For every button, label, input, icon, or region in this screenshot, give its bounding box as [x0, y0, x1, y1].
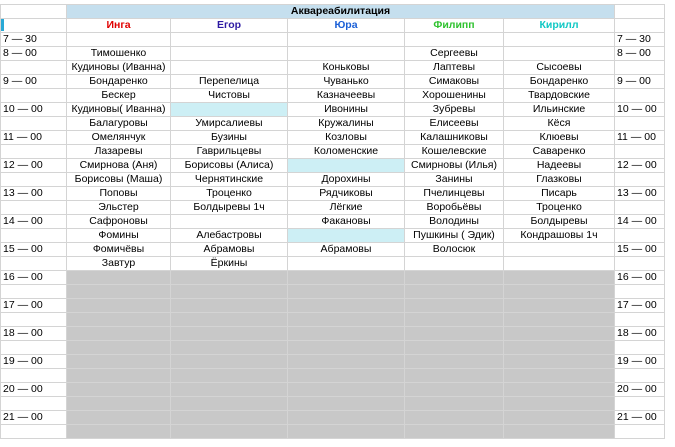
schedule-cell[interactable] [171, 397, 288, 411]
schedule-cell[interactable] [171, 425, 288, 439]
table-row [1, 355, 665, 369]
schedule-cell[interactable]: Писарь [504, 187, 615, 201]
schedule-cell[interactable]: Бузины [171, 131, 288, 145]
time-label-left[interactable]: 20 — 00 [1, 383, 67, 397]
schedule-cell[interactable] [504, 355, 615, 369]
schedule-cell[interactable] [288, 159, 405, 173]
time-cell[interactable] [615, 19, 665, 33]
time-label-right[interactable]: 20 — 00 [615, 383, 665, 397]
schedule-cell[interactable]: Гаврильцевы [171, 145, 288, 159]
time-label-left[interactable] [1, 145, 67, 159]
time-cell[interactable] [1, 19, 67, 33]
time-label-left[interactable] [1, 89, 67, 103]
time-label-right[interactable] [615, 313, 665, 327]
schedule-cell[interactable]: Коломенские [288, 145, 405, 159]
schedule-cell[interactable]: Пчелинцевы [405, 187, 504, 201]
table-row [1, 187, 665, 201]
table-row [1, 33, 665, 47]
schedule-cell[interactable] [504, 285, 615, 299]
schedule-cell[interactable] [288, 33, 405, 47]
schedule-cell[interactable] [405, 257, 504, 271]
schedule-cell[interactable] [288, 271, 405, 285]
schedule-cell[interactable] [405, 313, 504, 327]
time-label-right[interactable] [615, 201, 665, 215]
schedule-cell[interactable] [67, 327, 171, 341]
schedule-cell[interactable] [171, 215, 288, 229]
time-label-right[interactable] [615, 89, 665, 103]
schedule-cell[interactable] [67, 425, 171, 439]
schedule-cell[interactable] [288, 425, 405, 439]
time-label-right[interactable]: 13 — 00 [615, 187, 665, 201]
time-label-right[interactable] [615, 145, 665, 159]
schedule-cell[interactable] [67, 355, 171, 369]
schedule-cell[interactable]: Ивонины [288, 103, 405, 117]
schedule-cell[interactable]: Саваренко [504, 145, 615, 159]
table-row [1, 89, 665, 103]
schedule-cell[interactable]: Факановы [288, 215, 405, 229]
schedule-cell[interactable] [405, 425, 504, 439]
schedule-cell[interactable] [67, 299, 171, 313]
schedule-cell[interactable] [504, 47, 615, 61]
table-row [1, 425, 665, 439]
table-row [1, 327, 665, 341]
time-label-right[interactable]: 11 — 00 [615, 131, 665, 145]
schedule-cell[interactable]: Симаковы [405, 75, 504, 89]
schedule-cell[interactable] [405, 341, 504, 355]
schedule-cell[interactable]: Елисеевы [405, 117, 504, 131]
schedule-cell[interactable] [67, 313, 171, 327]
schedule-cell[interactable]: Лёгкие [288, 201, 405, 215]
schedule-cell[interactable]: Калашниковы [405, 131, 504, 145]
table-row [1, 383, 665, 397]
time-label-right[interactable] [615, 397, 665, 411]
time-label-left[interactable]: 13 — 00 [1, 187, 67, 201]
schedule-cell[interactable]: Казначеевы [288, 89, 405, 103]
time-label-left[interactable]: 10 — 00 [1, 103, 67, 117]
table-row [1, 215, 665, 229]
schedule-cell[interactable]: Дорохины [288, 173, 405, 187]
column-header[interactable]: Филипп [405, 19, 504, 33]
table-row [1, 285, 665, 299]
table-row [1, 47, 665, 61]
schedule-cell[interactable]: Болдыревы [504, 215, 615, 229]
time-label-right[interactable]: 16 — 00 [615, 271, 665, 285]
schedule-cell[interactable]: Умирсалиевы [171, 117, 288, 131]
schedule-cell[interactable]: Смирнова (Аня) [67, 159, 171, 173]
schedule-cell[interactable]: Сергеевы [405, 47, 504, 61]
schedule-cell[interactable] [504, 425, 615, 439]
schedule-cell[interactable] [504, 243, 615, 257]
schedule-cell[interactable] [171, 47, 288, 61]
schedule-cell[interactable]: Эльстер [67, 201, 171, 215]
schedule-cell[interactable] [67, 33, 171, 47]
table-row [1, 341, 665, 355]
table-row [1, 313, 665, 327]
header-row [1, 19, 665, 33]
schedule-cell[interactable] [171, 313, 288, 327]
table-row [1, 271, 665, 285]
schedule-cell[interactable] [67, 285, 171, 299]
time-label-left[interactable] [1, 229, 67, 243]
schedule-cell[interactable]: Волосюк [405, 243, 504, 257]
table-row [1, 173, 665, 187]
schedule-cell[interactable] [405, 285, 504, 299]
schedule-cell[interactable] [405, 327, 504, 341]
title-row [1, 5, 665, 19]
schedule-cell[interactable]: Троценко [171, 187, 288, 201]
schedule-cell[interactable] [405, 271, 504, 285]
schedule-cell[interactable]: Ильинские [504, 103, 615, 117]
schedule-cell[interactable] [67, 383, 171, 397]
schedule-cell[interactable] [504, 411, 615, 425]
time-label-left[interactable] [1, 397, 67, 411]
schedule-cell[interactable] [67, 411, 171, 425]
schedule-cell[interactable]: Поповы [67, 187, 171, 201]
column-header[interactable]: Егор [171, 19, 288, 33]
time-label-right[interactable] [615, 61, 665, 75]
schedule-cell[interactable]: Чуванько [288, 75, 405, 89]
schedule-cell[interactable] [405, 397, 504, 411]
time-label-left[interactable] [1, 341, 67, 355]
table-row [1, 411, 665, 425]
schedule-cell[interactable] [288, 355, 405, 369]
schedule-cell[interactable] [288, 299, 405, 313]
schedule-cell[interactable]: Твардовские [504, 89, 615, 103]
time-cell[interactable] [1, 5, 67, 19]
time-label-right[interactable] [615, 341, 665, 355]
schedule-cell[interactable] [288, 397, 405, 411]
schedule-cell[interactable]: Борисовы (Маша) [67, 173, 171, 187]
schedule-cell[interactable] [504, 33, 615, 47]
time-label-left[interactable] [1, 285, 67, 299]
schedule-cell[interactable] [171, 271, 288, 285]
time-label-right[interactable]: 21 — 00 [615, 411, 665, 425]
table-row [1, 201, 665, 215]
schedule-cell[interactable]: Сафроновы [67, 215, 171, 229]
column-header[interactable]: Юра [288, 19, 405, 33]
schedule-cell[interactable]: Воробьёвы [405, 201, 504, 215]
schedule-cell[interactable]: Фомины [67, 229, 171, 243]
schedule-cell[interactable]: Тимошенко [67, 47, 171, 61]
schedule-cell[interactable] [288, 369, 405, 383]
time-label-right[interactable] [615, 229, 665, 243]
schedule-cell[interactable] [288, 341, 405, 355]
schedule-cell[interactable] [171, 285, 288, 299]
schedule-cell[interactable] [504, 257, 615, 271]
table-row [1, 131, 665, 145]
time-label-right[interactable]: 12 — 00 [615, 159, 665, 173]
time-label-right[interactable]: 18 — 00 [615, 327, 665, 341]
time-label-left[interactable]: 11 — 00 [1, 131, 67, 145]
table-row [1, 369, 665, 383]
schedule-cell[interactable]: Борисовы (Алиса) [171, 159, 288, 173]
schedule-cell[interactable] [67, 369, 171, 383]
time-label-left[interactable]: 12 — 00 [1, 159, 67, 173]
sheet-title[interactable]: Аквареабилитация [67, 5, 615, 19]
schedule-cell[interactable]: Балагуровы [67, 117, 171, 131]
time-label-left[interactable]: 21 — 00 [1, 411, 67, 425]
time-label-left[interactable] [1, 369, 67, 383]
schedule-cell[interactable] [171, 369, 288, 383]
schedule-cell[interactable]: Ёркины [171, 257, 288, 271]
schedule-cell[interactable]: Козловы [288, 131, 405, 145]
time-label-left[interactable] [1, 201, 67, 215]
schedule-cell[interactable] [504, 271, 615, 285]
table-row [1, 299, 665, 313]
time-label-right[interactable]: 14 — 00 [615, 215, 665, 229]
time-label-left[interactable]: 18 — 00 [1, 327, 67, 341]
schedule-cell[interactable] [288, 327, 405, 341]
schedule-cell[interactable]: Троценко [504, 201, 615, 215]
table-row [1, 243, 665, 257]
time-label-left[interactable] [1, 257, 67, 271]
schedule-cell[interactable]: Пушкины ( Эдик) [405, 229, 504, 243]
schedule-cell[interactable] [288, 285, 405, 299]
schedule-cell[interactable]: Глазковы [504, 173, 615, 187]
schedule-cell[interactable] [67, 397, 171, 411]
table-row [1, 61, 665, 75]
schedule-cell[interactable]: Кудиновы (Иванна) [67, 61, 171, 75]
schedule-cell[interactable] [288, 257, 405, 271]
schedule-cell[interactable] [504, 369, 615, 383]
schedule-cell[interactable] [171, 103, 288, 117]
time-label-left[interactable]: 16 — 00 [1, 271, 67, 285]
schedule-cell[interactable]: Бондаренко [67, 75, 171, 89]
time-label-right[interactable]: 8 — 00 [615, 47, 665, 61]
time-label-left[interactable] [1, 173, 67, 187]
time-label-right[interactable]: 9 — 00 [615, 75, 665, 89]
schedule-cell[interactable]: Кружалины [288, 117, 405, 131]
schedule-cell[interactable]: Кошелевские [405, 145, 504, 159]
time-label-right[interactable] [615, 173, 665, 187]
schedule-cell[interactable]: Зубревы [405, 103, 504, 117]
schedule-cell[interactable] [405, 411, 504, 425]
schedule-cell[interactable]: Перепелица [171, 75, 288, 89]
column-header[interactable]: Инга [67, 19, 171, 33]
time-label-left[interactable]: 14 — 00 [1, 215, 67, 229]
schedule-cell[interactable]: Володины [405, 215, 504, 229]
schedule-cell[interactable]: Завтур [67, 257, 171, 271]
schedule-cell[interactable] [288, 313, 405, 327]
time-label-right[interactable]: 7 — 30 [615, 33, 665, 47]
schedule-cell[interactable]: Кондрашовы 1ч [504, 229, 615, 243]
time-label-right[interactable]: 19 — 00 [615, 355, 665, 369]
schedule-cell[interactable]: Рядчиковы [288, 187, 405, 201]
time-label-left[interactable]: 15 — 00 [1, 243, 67, 257]
time-label-left[interactable] [1, 425, 67, 439]
time-label-left[interactable]: 19 — 00 [1, 355, 67, 369]
schedule-cell[interactable] [171, 411, 288, 425]
schedule-cell[interactable]: Коньковы [288, 61, 405, 75]
schedule-cell[interactable] [171, 61, 288, 75]
table-row [1, 229, 665, 243]
time-label-right[interactable] [615, 285, 665, 299]
time-label-right[interactable] [615, 369, 665, 383]
schedule-cell[interactable] [171, 341, 288, 355]
schedule-cell[interactable]: Бескер [67, 89, 171, 103]
schedule-cell[interactable] [504, 299, 615, 313]
schedule-cell[interactable] [405, 383, 504, 397]
schedule-cell[interactable] [405, 369, 504, 383]
time-label-left[interactable]: 7 — 30 [1, 33, 67, 47]
schedule-cell[interactable] [504, 397, 615, 411]
schedule-cell[interactable] [405, 33, 504, 47]
time-label-left[interactable] [1, 117, 67, 131]
schedule-cell[interactable] [504, 327, 615, 341]
time-cell[interactable] [615, 5, 665, 19]
schedule-cell[interactable]: Абрамовы [171, 243, 288, 257]
table-row [1, 159, 665, 173]
schedule-table [0, 4, 665, 439]
schedule-cell[interactable] [288, 411, 405, 425]
schedule-cell[interactable] [171, 299, 288, 313]
schedule-cell[interactable]: Кёся [504, 117, 615, 131]
schedule-cell[interactable] [504, 383, 615, 397]
time-label-right[interactable] [615, 117, 665, 131]
schedule-cell[interactable]: Бондаренко [504, 75, 615, 89]
schedule-cell[interactable]: Чернятинские [171, 173, 288, 187]
schedule-cell[interactable]: Хорошенины [405, 89, 504, 103]
schedule-cell[interactable]: Чистовы [171, 89, 288, 103]
time-label-right[interactable]: 10 — 00 [615, 103, 665, 117]
schedule-cell[interactable]: Алебастровы [171, 229, 288, 243]
schedule-cell[interactable]: Болдыревы 1ч [171, 201, 288, 215]
time-label-right[interactable]: 17 — 00 [615, 299, 665, 313]
table-row [1, 117, 665, 131]
schedule-cell[interactable]: Лаптевы [405, 61, 504, 75]
table-row [1, 75, 665, 89]
table-row [1, 257, 665, 271]
schedule-cell[interactable] [405, 355, 504, 369]
time-label-right[interactable] [615, 425, 665, 439]
schedule-cell[interactable]: Надеевы [504, 159, 615, 173]
schedule-cell[interactable] [288, 47, 405, 61]
table-row [1, 145, 665, 159]
schedule-cell[interactable]: Абрамовы [288, 243, 405, 257]
time-label-right[interactable]: 15 — 00 [615, 243, 665, 257]
schedule-cell[interactable] [67, 271, 171, 285]
schedule-cell[interactable]: Омелянчук [67, 131, 171, 145]
schedule-cell[interactable] [171, 383, 288, 397]
schedule-cell[interactable]: Клюевы [504, 131, 615, 145]
schedule-cell[interactable] [504, 313, 615, 327]
time-label-right[interactable] [615, 257, 665, 271]
schedule-cell[interactable]: Кудиновы( Иванна) [67, 103, 171, 117]
schedule-cell[interactable] [171, 33, 288, 47]
time-label-left[interactable]: 8 — 00 [1, 47, 67, 61]
schedule-cell[interactable]: Фомичёвы [67, 243, 171, 257]
time-label-left[interactable]: 9 — 00 [1, 75, 67, 89]
time-label-left[interactable] [1, 61, 67, 75]
schedule-cell[interactable]: Смирновы (Илья) [405, 159, 504, 173]
time-label-left[interactable]: 17 — 00 [1, 299, 67, 313]
schedule-cell[interactable] [504, 341, 615, 355]
schedule-cell[interactable] [405, 299, 504, 313]
schedule-cell[interactable]: Лазаревы [67, 145, 171, 159]
table-row [1, 103, 665, 117]
schedule-cell[interactable]: Занины [405, 173, 504, 187]
schedule-cell[interactable] [288, 383, 405, 397]
time-label-left[interactable] [1, 313, 67, 327]
table-row [1, 397, 665, 411]
schedule-cell[interactable] [288, 229, 405, 243]
schedule-cell[interactable] [171, 327, 288, 341]
schedule-cell[interactable] [171, 355, 288, 369]
column-header[interactable]: Кирилл [504, 19, 615, 33]
schedule-cell[interactable]: Сысоевы [504, 61, 615, 75]
schedule-cell[interactable] [67, 341, 171, 355]
